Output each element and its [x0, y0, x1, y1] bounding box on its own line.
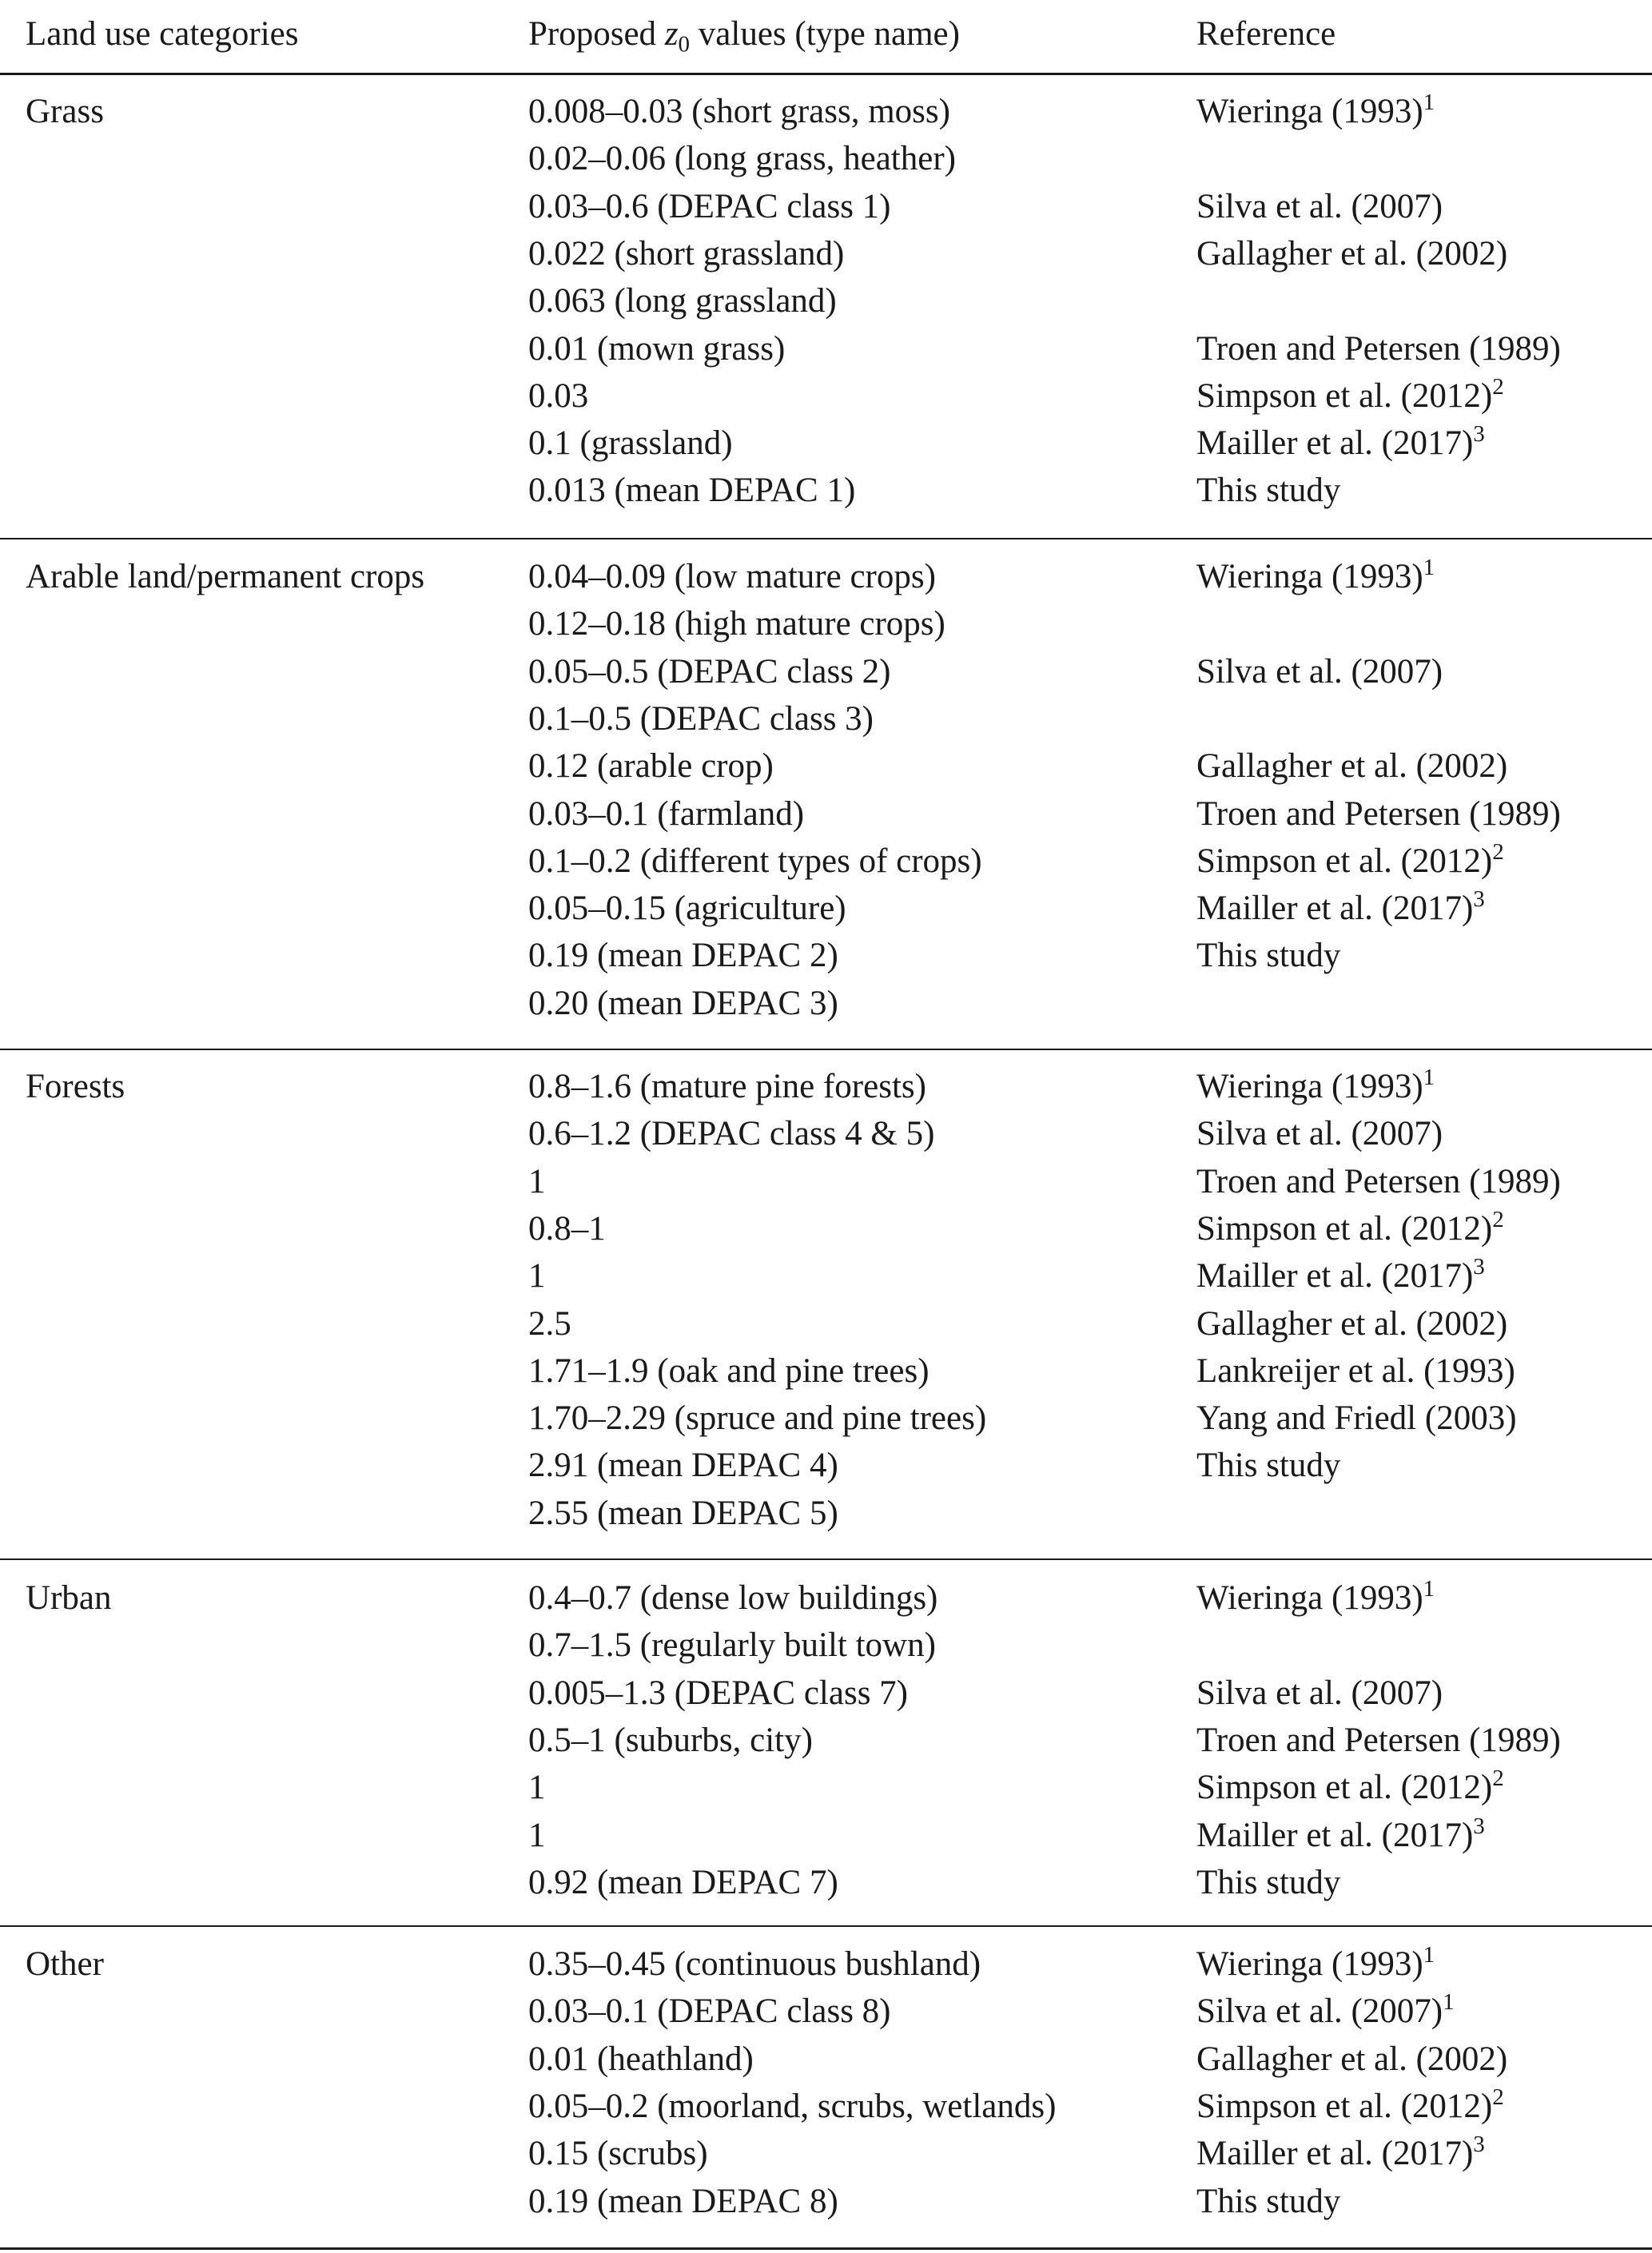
reference-text: Gallagher et al. (2002) [1196, 235, 1508, 273]
footnote-marker: 2 [1492, 2084, 1504, 2111]
reference-cell [1196, 1442, 1340, 1490]
reference-cell [1196, 420, 1485, 468]
reference-cell [1196, 1347, 1515, 1395]
z0-value-cell: 0.063 (long grassland) [528, 282, 837, 320]
footnote-marker: 1 [1423, 1942, 1435, 1968]
reference-text: Yang and Friedl (2003) [1196, 1399, 1517, 1437]
reference-text: Silva et al. (2007) [1196, 188, 1443, 225]
z0-value-cell: 0.1–0.2 (different types of crops) [528, 842, 982, 880]
z0-value-cell: 2.91 (mean DEPAC 4) [528, 1447, 838, 1484]
group-divider-rule [0, 538, 1652, 539]
reference-cell [1196, 1670, 1443, 1718]
reference-cell [1196, 1717, 1561, 1765]
reference-text: Simpson et al. (2012) [1196, 1210, 1493, 1248]
reference-cell [1196, 1988, 1455, 2036]
z0-value-cell: 0.8–1 [528, 1210, 606, 1248]
z0-value-cell: 0.12–0.18 (high mature crops) [528, 605, 945, 643]
header-proposed [528, 10, 960, 58]
z0-value-cell: 0.35–0.45 (continuous bushland) [528, 1945, 981, 1983]
reference-text: Wieringa (1993) [1196, 1068, 1423, 1105]
reference-text: Simpson et al. (2012) [1196, 2088, 1493, 2125]
footnote-marker: 1 [1423, 1576, 1435, 1602]
reference-text: Silva et al. (2007) [1196, 1992, 1443, 2030]
reference-cell [1196, 885, 1485, 933]
footnote-marker: 1 [1443, 1989, 1455, 2016]
z0-value-cell: 0.03–0.6 (DEPAC class 1) [528, 188, 891, 225]
z0-value-cell: 0.6–1.2 (DEPAC class 4 & 5) [528, 1115, 935, 1152]
z0-value-cell: 0.01 (mown grass) [528, 330, 786, 368]
z0-value-cell: 1 [528, 1163, 546, 1200]
footnote-marker: 3 [1473, 886, 1485, 913]
header-category: Land use categories [26, 15, 299, 53]
z0-value-cell: 1 [528, 1257, 546, 1295]
reference-text: Silva et al. (2007) [1196, 653, 1443, 691]
header-proposed-suffix: values (type name) [690, 15, 960, 53]
z0-value-cell: 0.7–1.5 (regularly built town) [528, 1626, 936, 1664]
reference-text: This study [1196, 1864, 1341, 1901]
header-z-subscript: 0 [678, 31, 691, 58]
category-label: Forests [26, 1068, 125, 1105]
footnote-marker: 1 [1423, 1065, 1435, 1091]
reference-cell [1196, 1941, 1435, 1988]
z0-value-cell: 0.20 (mean DEPAC 3) [528, 985, 838, 1022]
reference-cell [1196, 1252, 1485, 1300]
reference-cell [1196, 230, 1507, 278]
reference-text: Silva et al. (2007) [1196, 1674, 1443, 1712]
group-divider-rule [0, 1049, 1652, 1050]
category-label: Urban [26, 1579, 112, 1617]
reference-cell [1196, 1764, 1504, 1812]
footnote-marker: 1 [1423, 90, 1435, 116]
reference-text: Simpson et al. (2012) [1196, 1769, 1493, 1806]
z0-value-cell: 0.005–1.3 (DEPAC class 7) [528, 1674, 908, 1712]
footnote-marker: 2 [1492, 839, 1504, 866]
category-label: Arable land/permanent crops [26, 558, 425, 595]
reference-cell [1196, 2178, 1340, 2226]
z0-value-cell: 0.03–0.1 (farmland) [528, 795, 805, 833]
reference-text: Gallagher et al. (2002) [1196, 2040, 1508, 2078]
z0-value-cell: 1 [528, 1817, 546, 1854]
z0-value-cell: 0.5–1 (suburbs, city) [528, 1722, 813, 1759]
reference-text: Wieringa (1993) [1196, 1945, 1423, 1983]
reference-cell [1196, 1300, 1507, 1348]
z0-value-cell: 0.1–0.5 (DEPAC class 3) [528, 700, 874, 738]
group-divider-rule [0, 1558, 1652, 1560]
reference-text: Troen and Petersen (1989) [1196, 330, 1561, 368]
header-proposed-prefix: Proposed [528, 15, 665, 53]
reference-text: Troen and Petersen (1989) [1196, 795, 1561, 833]
reference-cell [1196, 1158, 1561, 1206]
footnote-marker: 1 [1423, 555, 1435, 581]
reference-text: Gallagher et al. (2002) [1196, 1305, 1508, 1343]
header-reference: Reference [1196, 15, 1336, 53]
reference-cell [1196, 1812, 1485, 1860]
reference-text: This study [1196, 1447, 1341, 1484]
reference-text: Simpson et al. (2012) [1196, 842, 1493, 880]
z0-value-cell: 0.013 (mean DEPAC 1) [528, 472, 856, 509]
reference-cell [1196, 88, 1435, 136]
reference-cell [1196, 932, 1340, 980]
reference-cell [1196, 2036, 1507, 2084]
reference-cell [1196, 467, 1340, 515]
z0-value-cell: 0.8–1.6 (mature pine forests) [528, 1068, 926, 1105]
reference-cell [1196, 648, 1443, 696]
footnote-marker: 3 [1473, 1813, 1485, 1840]
reference-text: Simpson et al. (2012) [1196, 377, 1493, 415]
z0-value-cell: 2.55 (mean DEPAC 5) [528, 1495, 838, 1532]
reference-text: Mailler et al. (2017) [1196, 424, 1474, 462]
header-rule [0, 73, 1652, 75]
reference-text: Mailler et al. (2017) [1196, 1257, 1474, 1295]
category-label: Grass [26, 93, 104, 130]
reference-cell [1196, 2083, 1504, 2131]
z0-value-cell: 0.19 (mean DEPAC 8) [528, 2183, 838, 2220]
reference-cell [1196, 2130, 1485, 2178]
z0-value-cell: 0.12 (arable crop) [528, 747, 774, 785]
reference-text: Mailler et al. (2017) [1196, 2135, 1474, 2172]
reference-text: Troen and Petersen (1989) [1196, 1163, 1561, 1200]
z0-value-cell: 0.04–0.09 (low mature crops) [528, 558, 936, 595]
reference-cell [1196, 553, 1435, 601]
z0-value-cell: 0.1 (grassland) [528, 424, 733, 462]
reference-text: Wieringa (1993) [1196, 558, 1423, 595]
footnote-marker: 2 [1492, 1207, 1504, 1233]
reference-text: This study [1196, 2183, 1341, 2220]
category-label: Other [26, 1945, 104, 1983]
reference-cell [1196, 838, 1504, 886]
reference-text: Wieringa (1993) [1196, 1579, 1423, 1617]
reference-cell [1196, 1110, 1443, 1158]
group-divider-rule [0, 1925, 1652, 1927]
reference-cell [1196, 1205, 1504, 1253]
z0-value-cell: 0.05–0.15 (agriculture) [528, 890, 846, 927]
reference-cell [1196, 742, 1507, 790]
reference-cell [1196, 372, 1504, 420]
reference-text: Troen and Petersen (1989) [1196, 1722, 1561, 1759]
reference-text: Lankreijer et al. (1993) [1196, 1352, 1515, 1390]
z0-value-cell: 0.01 (heathland) [528, 2040, 754, 2078]
reference-cell [1196, 325, 1561, 373]
reference-cell [1196, 790, 1561, 838]
z0-value-cell: 0.03 [528, 377, 589, 415]
z0-value-cell: 0.03–0.1 (DEPAC class 8) [528, 1992, 891, 2030]
z0-value-cell: 0.022 (short grassland) [528, 235, 845, 273]
reference-cell [1196, 1574, 1435, 1622]
z0-value-cell: 2.5 [528, 1305, 571, 1343]
reference-cell [1196, 1859, 1340, 1907]
z0-value-cell: 0.05–0.2 (moorland, scrubs, wetlands) [528, 2088, 1057, 2125]
z0-value-cell: 0.4–0.7 (dense low buildings) [528, 1579, 938, 1617]
z0-value-cell: 0.15 (scrubs) [528, 2135, 708, 2172]
z0-value-cell: 0.02–0.06 (long grass, heather) [528, 140, 956, 177]
group-divider-rule [0, 2247, 1652, 2250]
z0-value-cell: 1.71–1.9 (oak and pine trees) [528, 1352, 929, 1390]
reference-text: This study [1196, 937, 1341, 974]
reference-text: Wieringa (1993) [1196, 93, 1423, 130]
z0-value-cell: 0.92 (mean DEPAC 7) [528, 1864, 838, 1901]
footnote-marker: 2 [1492, 374, 1504, 400]
z0-value-cell: 1.70–2.29 (spruce and pine trees) [528, 1399, 987, 1437]
reference-text: Gallagher et al. (2002) [1196, 747, 1508, 785]
z0-value-cell: 0.008–0.03 (short grass, moss) [528, 93, 950, 130]
reference-cell [1196, 183, 1443, 231]
z0-value-cell: 0.19 (mean DEPAC 2) [528, 937, 838, 974]
footnote-marker: 3 [1473, 2132, 1485, 2158]
footnote-marker: 3 [1473, 421, 1485, 448]
footnote-marker: 3 [1473, 1254, 1485, 1280]
z0-value-cell: 1 [528, 1769, 546, 1806]
reference-text: Silva et al. (2007) [1196, 1115, 1443, 1152]
reference-text: Mailler et al. (2017) [1196, 1817, 1474, 1854]
reference-text: Mailler et al. (2017) [1196, 890, 1474, 927]
header-z-symbol: z [664, 15, 679, 53]
reference-cell [1196, 1395, 1517, 1443]
footnote-marker: 2 [1492, 1765, 1504, 1792]
z0-value-cell: 0.05–0.5 (DEPAC class 2) [528, 653, 891, 691]
reference-text: This study [1196, 472, 1341, 509]
reference-cell [1196, 1063, 1435, 1111]
